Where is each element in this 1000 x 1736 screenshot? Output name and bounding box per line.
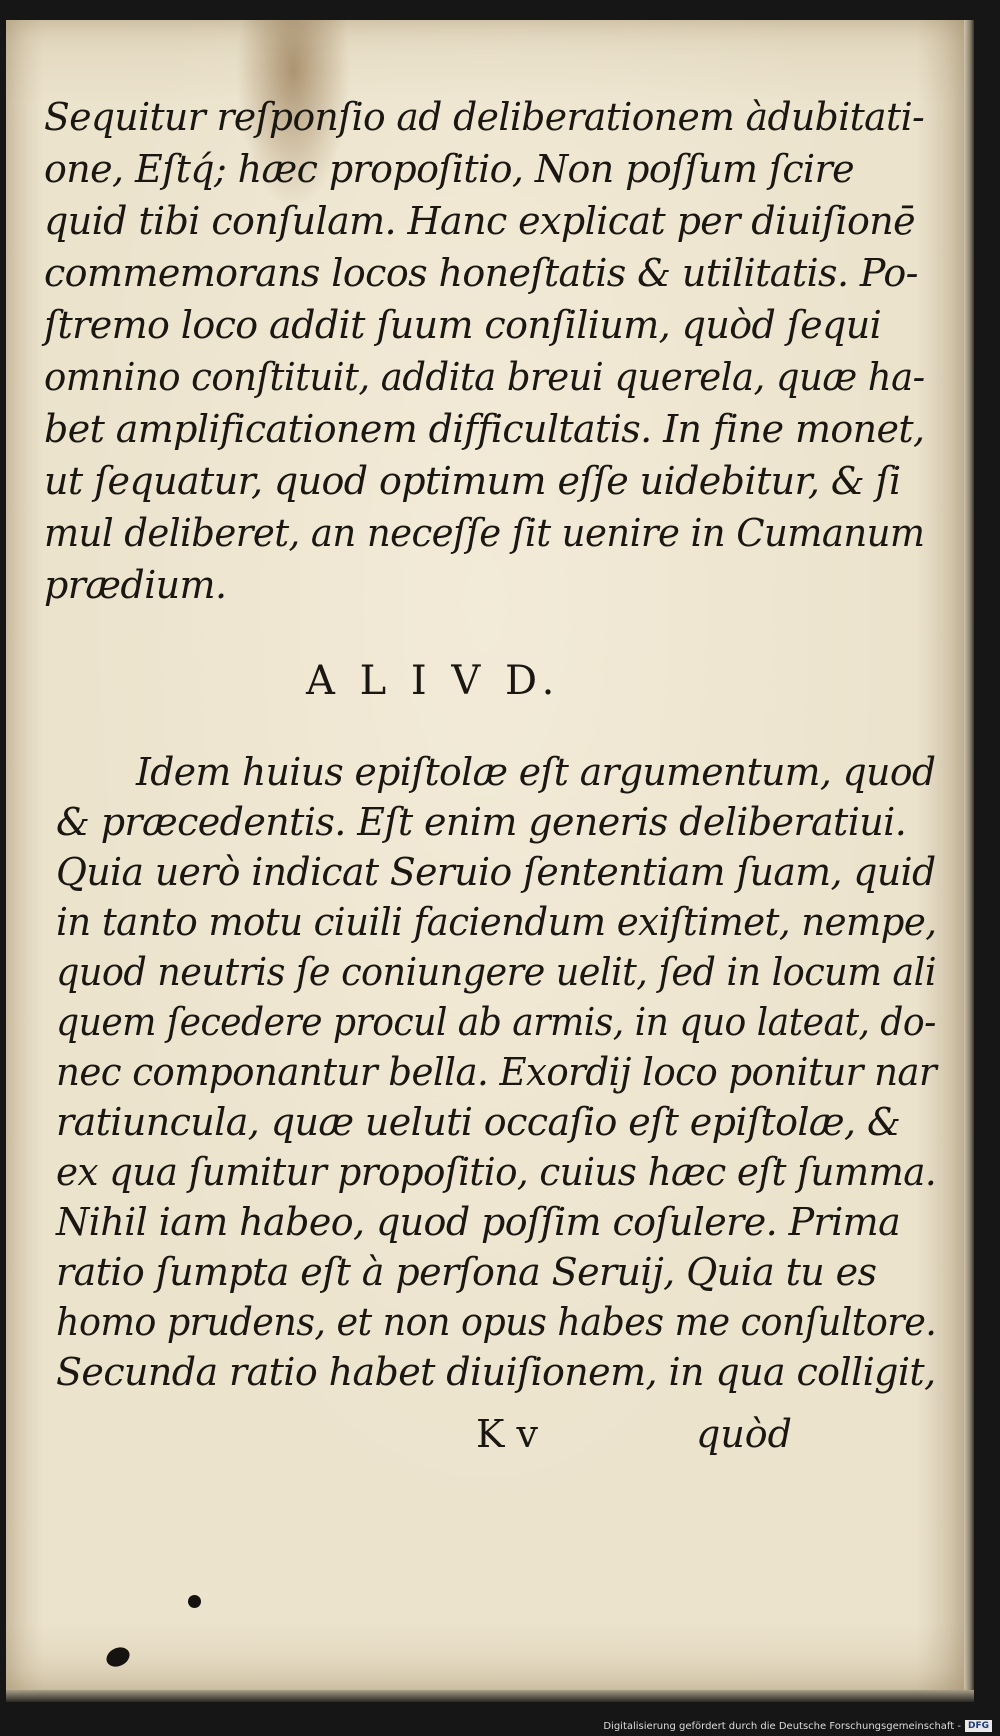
ink-spot xyxy=(188,1595,201,1608)
paragraph-1-line: ut ſequatur, quod optimum eſſe uidebitur, & ſi xyxy=(44,459,901,503)
paragraph-1-line: quid tibi conſulam. Hanc explicat per diuiſionē xyxy=(44,199,915,243)
book-page xyxy=(6,20,964,1690)
paragraph-2-line: quem ſecedere procul ab armis, in quo lateat, do- xyxy=(56,1000,936,1044)
footer-credit xyxy=(0,1720,992,1732)
page-edge-bottom xyxy=(6,1690,974,1702)
paragraph-1-line: one, Eſtq́; hæc propoſitio, Non poſſum ſcire xyxy=(44,147,855,191)
section-heading: A L I V D. xyxy=(306,658,561,704)
ink-spot xyxy=(103,1644,132,1670)
paragraph-2-line: ratio ſumpta eſt à perſona Seruij, Quia tu es xyxy=(56,1250,877,1294)
paragraph-2-line: Secunda ratio habet diuiſionem, in qua colligit, xyxy=(56,1350,936,1394)
paragraph-2-line: nec componantur bella. Exordij loco ponitur nar xyxy=(56,1050,937,1094)
paragraph-2-line: & præcedentis. Eſt enim generis deliberatiui. xyxy=(56,800,907,844)
paragraph-1-line: ſtremo loco addit ſuum conſilium, quòd ſequi xyxy=(44,303,882,347)
paragraph-1-line: prædium. xyxy=(44,563,227,607)
paragraph-1-line: omnino conſtituit, addita breui querela, quæ ha- xyxy=(44,355,925,399)
catchword: quòd xyxy=(696,1412,793,1456)
paragraph-1-line: commemorans locos honeſtatis & utilitatis. Po- xyxy=(44,251,918,295)
signature-mark: K v xyxy=(476,1412,538,1456)
paragraph-2-line: Idem huius epiſtolæ eſt argumentum, quod xyxy=(136,750,936,794)
paragraph-2-line: in tanto motu ciuili faciendum exiſtimet, nempe, xyxy=(56,900,937,944)
paragraph-2-line: quod neutris ſe coniungere uelit, ſed in locum ali xyxy=(56,950,936,994)
paragraph-1-line: bet amplificationem difficultatis. In fine monet, xyxy=(44,407,925,451)
paragraph-2-line: ex qua ſumitur propoſitio, cuius hæc eſt ſumma. xyxy=(56,1150,937,1194)
paragraph-2-line: Nihil iam habeo, quod poſſim coſulere. Prima xyxy=(56,1200,901,1244)
paragraph-1-line: mul deliberet, an neceſſe ſit uenire in Cumanum xyxy=(44,511,925,555)
footer-text: Digitalisierung gefördert durch die Deutsche Forschungsgemeinschaft - xyxy=(603,1721,961,1732)
paragraph-1-line: Sequitur reſponſio ad deliberationem àdubitati- xyxy=(44,95,925,139)
paragraph-2-line: ratiuncula, quæ ueluti occaſio eſt epiſtolæ, & xyxy=(56,1100,901,1144)
dfg-logo-icon: DFG xyxy=(965,1720,992,1732)
paragraph-2-line: homo prudens, et non opus habes me conſultore. xyxy=(56,1300,937,1344)
page-edge-right xyxy=(964,20,974,1690)
paragraph-2-line: Quia uerò indicat Seruio ſententiam ſuam, quid xyxy=(56,850,936,894)
